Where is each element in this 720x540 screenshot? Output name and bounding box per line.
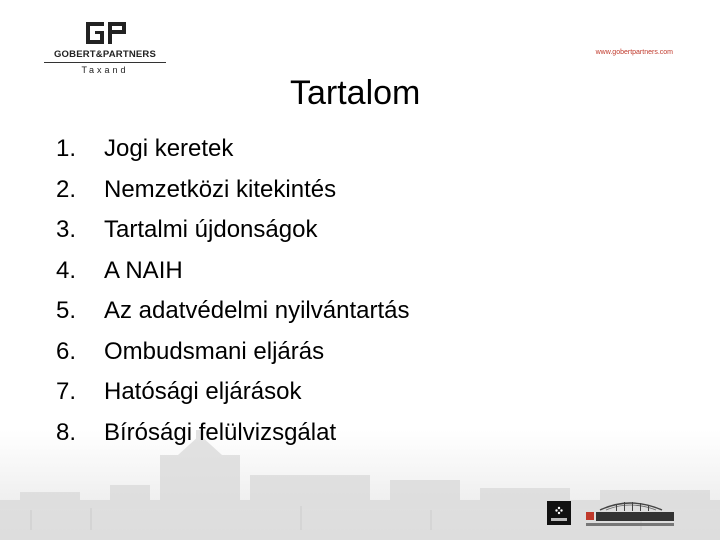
website-url: www.gobertpartners.com [595,49,673,56]
toc-number: 6. [56,337,77,365]
toc-number: 5. [56,297,77,324]
toc-number: 4. [56,256,77,284]
toc-text: Tartalmi újdonságok [104,216,318,243]
toc-text: A NAIH [104,256,183,284]
toc-number: 7. [56,378,77,405]
toc-text: Az adatvédelmi nyilvántartás [104,297,410,324]
toc-text: Nemzetközi kitekintés [104,175,337,203]
brand-name: GOBERT&PARTNERS [53,49,157,60]
toc-number: 1. [56,135,77,162]
logo-divider [44,62,166,63]
globalaw-logo [584,498,676,528]
toc-number: 8. [56,418,77,446]
gp-monogram-icon [84,20,128,46]
toc-text: Hatósági eljárások [104,378,302,405]
toc-text: Ombudsmani eljárás [104,337,325,365]
toc-text: Jogi keretek [104,135,234,162]
toc-number: 3. [56,216,77,243]
taxand-logo [547,501,571,525]
toc-number: 2. [56,175,77,203]
gobert-partners-logo [44,20,166,75]
brand-subtitle: Taxand [81,65,129,75]
toc-text: Bírósági felülvizsgálat [104,418,337,446]
slide-title: Tartalom [290,74,421,112]
